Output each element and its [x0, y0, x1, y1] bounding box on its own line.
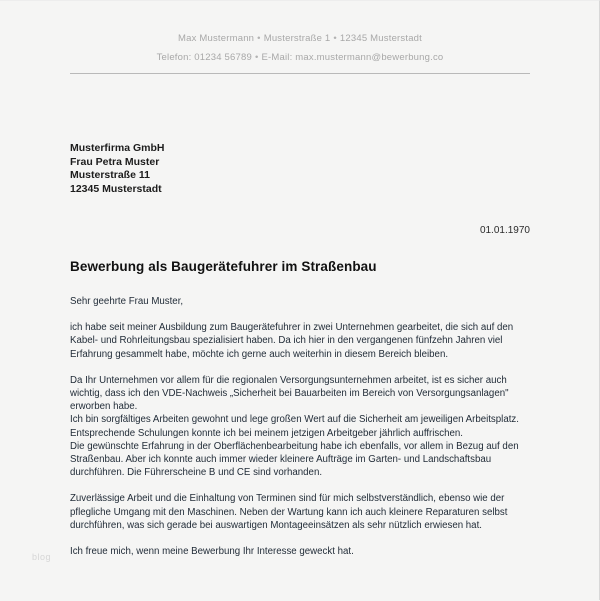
sender-city: 12345 Musterstadt — [339, 33, 423, 44]
blog-watermark: blog — [32, 552, 52, 562]
letterhead-contact-line — [70, 48, 530, 67]
body-paragraph-3: Zuverlässige Arbeit und die Einhaltung von Terminen sind für mich selbstverständlich, ebenso wie der pflegliche Umgang mit den Maschinen. Neben der Wartung kann ich auch kleinere Reparaturen selbst durchführen, was sich gerade bei auswartigen Montageeinsätzen als sehr nützlich erwiesen hat. — [70, 493, 508, 531]
sender-phone: Telefon: 01234 56789 — [156, 52, 252, 63]
body-paragraph-1: ich habe seit meiner Ausbildung zum Baugerätefuhrer in zwei Unternehmen gearbeitet, die sich auf den Kabel- und Rohrleitungsbau spezialisiert haben. Da ich hier in den vergangenen fünfzehn Jahren viel Erfahrung gesammelt habe, möchte ich gerne auch weiterhin in diesem Bereich bleiben. — [70, 322, 514, 360]
recipient-company: Musterfirma GmbH — [70, 142, 165, 154]
body-paragraph-4: Ich freue mich, wenn meine Bewerbung Ihr Interesse geweckt hat. — [70, 546, 354, 558]
bullet-separator-icon: • — [254, 52, 259, 63]
letter-body — [70, 295, 534, 558]
spacer — [70, 532, 534, 545]
sender-name: Max Mustermann — [177, 33, 255, 44]
body-paragraph-2a: Da Ihr Unternehmen vor allem für die regionalen Versorgungsunternehmen arbeitet, ist es sicher auch wichtig, dass ich den VDE-Nachweis „Sicherheit bei Bauarbeiten im Bereich von Versorgungsanlagen" erworben habe. — [70, 374, 509, 413]
body-paragraph-2 — [70, 374, 534, 480]
recipient-street: Musterstraße 11 — [70, 169, 150, 182]
body-paragraph-2b: Ich bin sorgfältiges Arbeiten gewohnt und lege großen Wert auf die Sicherheit am jeweiligen Arbeitsplatz. Entsprechende Schulungen konnte ich bei meinem jetzigen Arbeitgeber jährlich auffrischen. — [70, 414, 519, 439]
header-divider — [70, 73, 530, 74]
spacer — [70, 361, 534, 374]
letterhead-address-line — [70, 29, 530, 48]
sender-email: E-Mail: max.mustermann@bewerbung.co — [261, 52, 444, 63]
spacer — [70, 479, 534, 492]
recipient-person: Frau Petra Muster — [70, 155, 160, 168]
sender-street: Musterstraße 1 — [263, 33, 331, 44]
spacer — [70, 308, 534, 321]
salutation: Sehr geehrte Frau Muster, — [70, 296, 184, 307]
body-paragraph-2c: Die gewünschte Erfahrung in der Oberflächenbearbeitung habe ich ebenfalls, vor allem in Bezug auf den Straßenbau. Aber ich konnte auch immer wieder kleinere Aufträge im Garten- und Landschaftsbau durchführen. Die Führerscheine B und CE sind vorhanden. — [70, 440, 519, 479]
recipient-address-block — [70, 142, 165, 196]
letterhead — [70, 29, 530, 67]
recipient-city: 12345 Musterstadt — [70, 182, 162, 195]
letter-date: 01.01.1970 — [479, 225, 530, 236]
letter-sheet — [0, 1, 599, 601]
bullet-separator-icon: • — [333, 33, 337, 44]
bullet-separator-icon: • — [257, 33, 261, 44]
letter-subject: Bewerbung als Baugerätefuhrer im Straßenbau — [70, 259, 377, 274]
